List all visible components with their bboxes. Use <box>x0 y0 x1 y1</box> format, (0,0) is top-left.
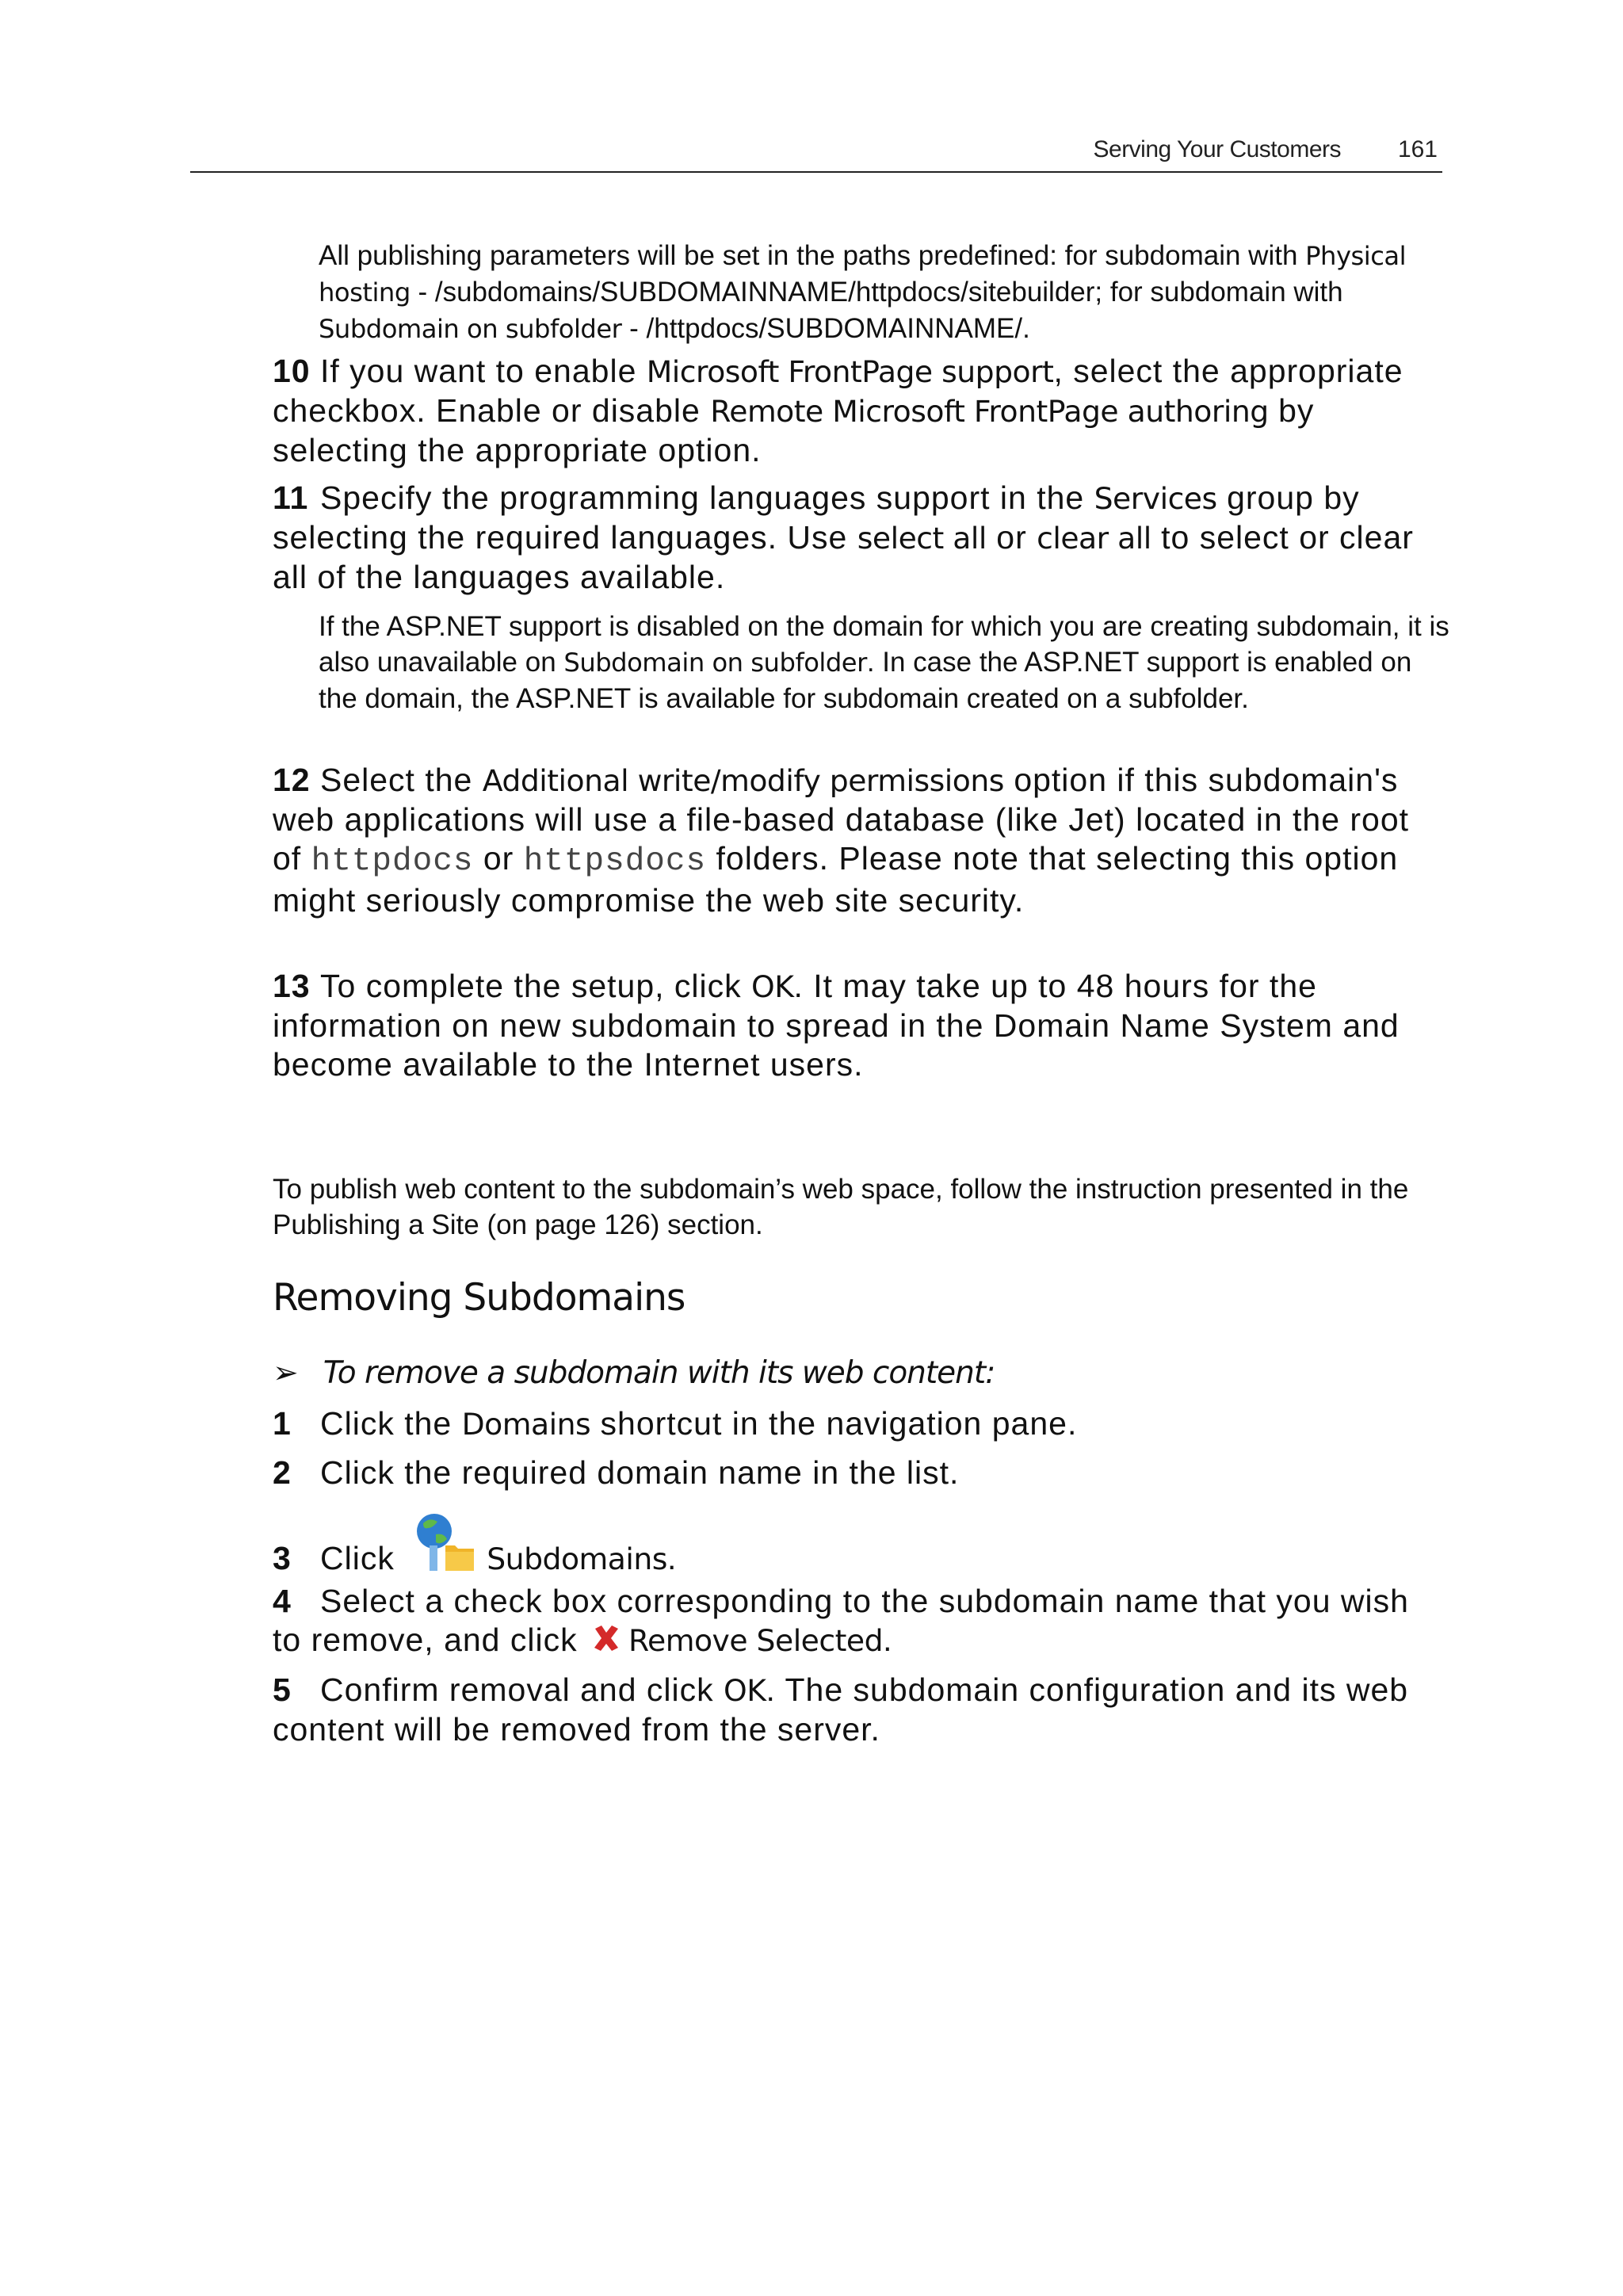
ui-term: select all <box>857 521 987 556</box>
ui-term: Domains <box>461 1407 591 1442</box>
remove-step-2: 2 Click the required domain name in the list. <box>273 1454 960 1491</box>
step-number: 13 <box>273 968 311 1004</box>
ui-term: OK <box>751 969 794 1004</box>
step-number: 2 <box>273 1454 292 1491</box>
remove-step-3: 3 Click Subdomains. <box>273 1511 1445 1579</box>
page-header <box>190 133 1442 173</box>
step-number: 5 <box>273 1671 292 1708</box>
note-publishing-paths: All publishing parameters will be set in the paths predefined: for subdomain with Physical hosting - /subdomains/SUBDOMAINNAME/httpdocs/sitebuilder; for subdomain with Subdomain on subfolder - /httpdocs/SUBDOMAINNAME/. <box>319 240 1407 344</box>
procedure-title: ➢ To remove a subdomain with its web content: <box>273 1355 995 1391</box>
step-12: 12 Select the Additional write/modify permissions option if this subdomain's web applications will use a file-based database (like Jet) located in the root of httpdocs or httpsdocs folders. Please note that selecting this option might seriously compromise the web site security. <box>273 762 1410 919</box>
running-title: Serving Your Customers <box>1093 136 1341 162</box>
ui-term: Microsoft FrontPage support <box>646 354 1054 389</box>
step-number: 3 <box>273 1540 292 1576</box>
remove-step-5: 5 Confirm removal and click OK. The subdomain configuration and its web content will be removed from the server. <box>273 1671 1409 1748</box>
step-10: 10 If you want to enable Microsoft FrontPage support, select the appropriate checkbox. Enable or disable Remote Microsoft FrontPage authoring by selecting the appropriate option. <box>273 353 1403 468</box>
step-13: 13 To complete the setup, click OK. It may take up to 48 hours for the information on new subdomain to spread in the Domain Name System and become available to the Internet users. <box>273 968 1400 1083</box>
code-httpsdocs: httpsdocs <box>523 843 707 880</box>
ui-term: Remote Microsoft FrontPage authoring <box>710 394 1269 429</box>
arrow-bullet-icon: ➢ <box>273 1355 298 1391</box>
step-number: 11 <box>273 479 309 516</box>
ui-term: Subdomains <box>487 1541 667 1576</box>
step-11: 11 Specify the programming languages support in the Services group by selecting the required languages. Use select all or clear all to select or clear all of the languages available. <box>273 479 1414 595</box>
step-number: 10 <box>273 353 311 389</box>
remove-x-icon <box>590 1622 622 1654</box>
ui-term: Subdomain on subfolder <box>563 648 867 678</box>
ui-term: Remove Selected <box>628 1623 884 1658</box>
ui-term: Additional write/modify permissions <box>482 763 1004 798</box>
page-number: 161 <box>1397 136 1438 162</box>
remove-step-1: 1 Click the Domains shortcut in the navigation pane. <box>273 1405 1078 1442</box>
ui-term: Physical hosting <box>319 241 1407 308</box>
note-aspnet: If the ASP.NET support is disabled on the domain for which you are creating subdomain, it is also unavailable on Subdomain on subfolder. In case the ASP.NET support is enabled on the domain, the ASP.NET is available for subdomain created on a subfolder. <box>319 611 1449 714</box>
ui-term: Subdomain on subfolder <box>319 314 622 344</box>
subdomains-icon <box>409 1511 479 1577</box>
code-httpdocs: httpdocs <box>311 843 474 880</box>
ui-term: OK <box>724 1673 766 1708</box>
step-number: 4 <box>273 1583 292 1619</box>
ui-term: clear all <box>1037 521 1151 556</box>
remove-step-4: 4 Select a check box corresponding to the subdomain name that you wish to remove, and click Remove Selected. <box>273 1583 1409 1658</box>
publish-paragraph: To publish web content to the subdomain’s web space, follow the instruction presented in the Publishing a Site (on page 126) section. <box>273 1174 1409 1240</box>
step-number: 12 <box>273 762 311 798</box>
step-number: 1 <box>273 1405 292 1442</box>
ui-term: Services <box>1094 481 1217 516</box>
section-heading: Removing Subdomains <box>273 1276 685 1320</box>
